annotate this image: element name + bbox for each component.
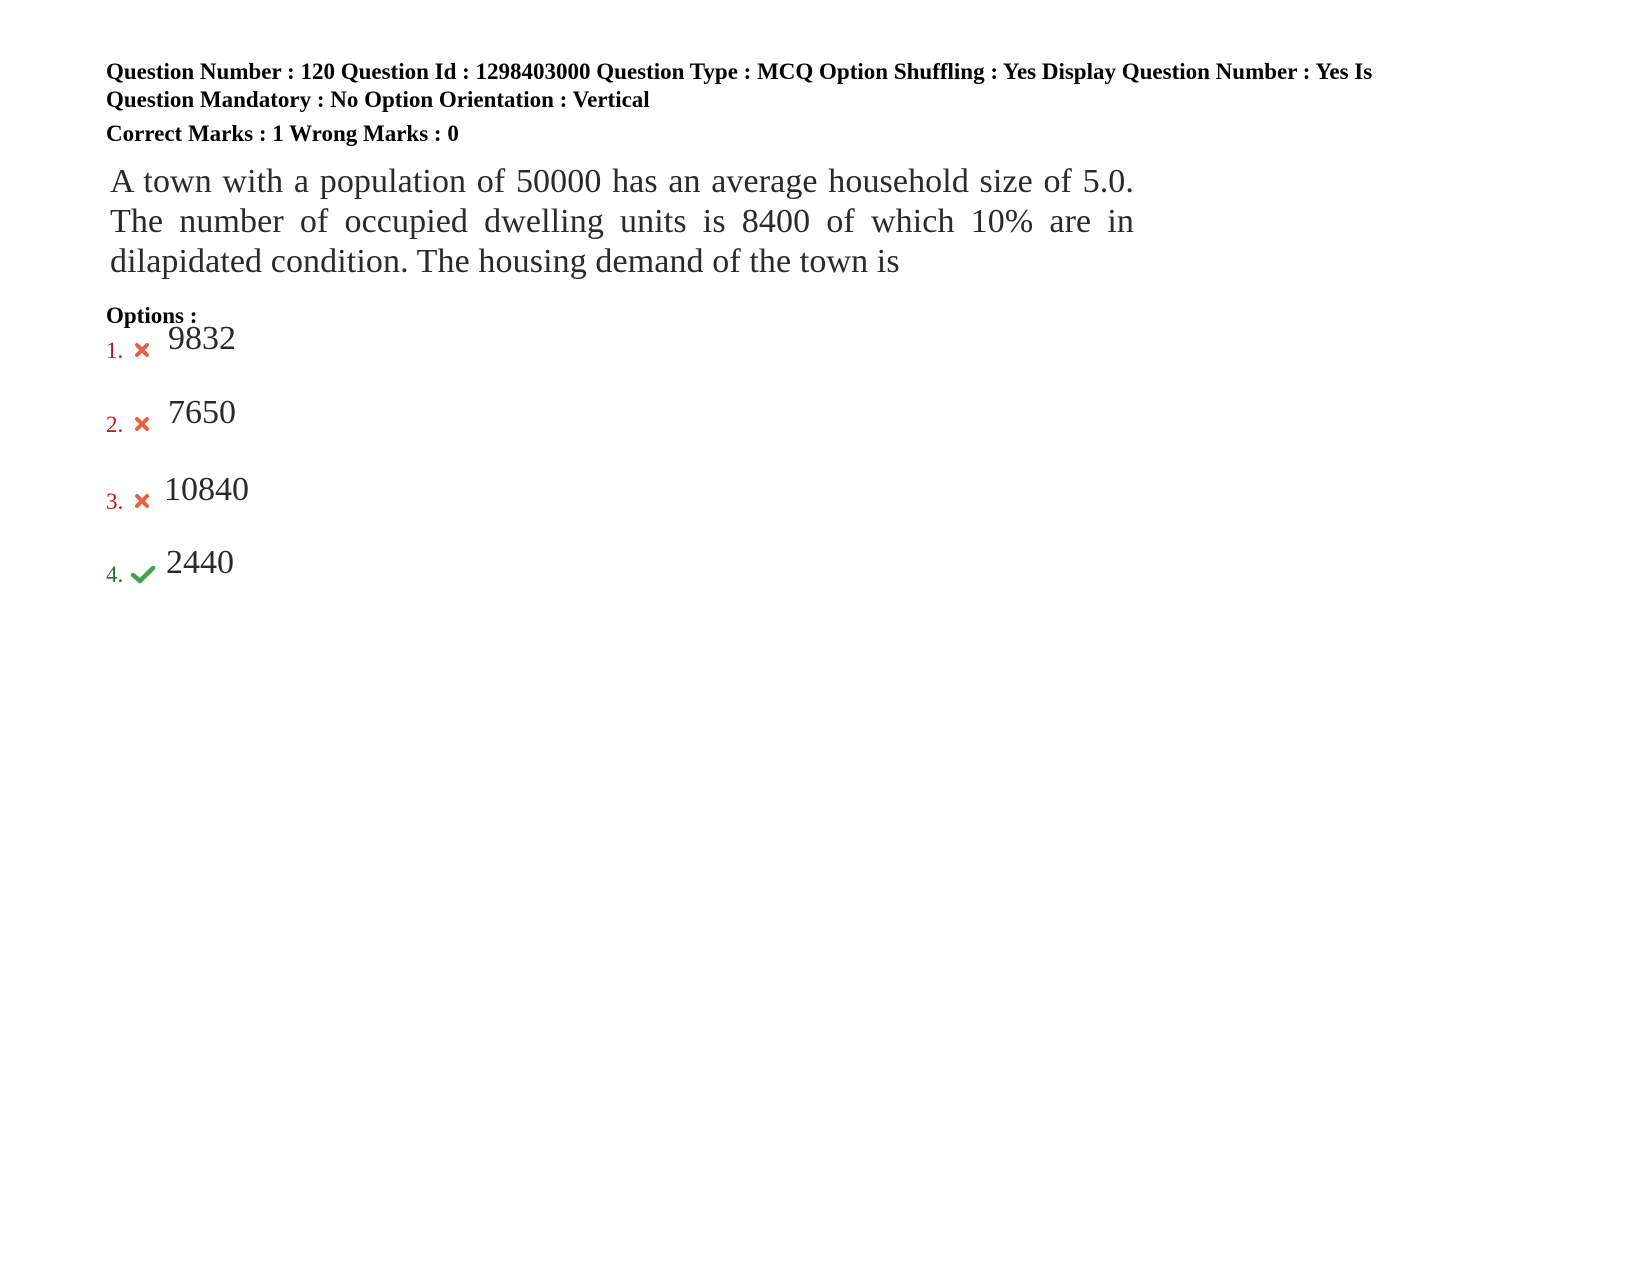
option-1: [106, 320, 506, 364]
option-value: 10840: [164, 471, 249, 508]
cross-icon: [132, 340, 154, 360]
cross-icon: [132, 491, 154, 511]
option-value: 2440: [166, 544, 234, 581]
question-text: A town with a population of 50000 has an average household size of 5.0. The number of occupied dwelling units is 8400 of which 10% are in dilapidated condition. The housing demand of the town is: [110, 163, 1134, 280]
option-number: 1.: [106, 338, 124, 363]
option-value: 9832: [168, 320, 236, 357]
option-number: 3.: [106, 489, 124, 514]
option-3: [106, 471, 506, 515]
options-label: Options :: [106, 303, 198, 328]
cross-icon: [132, 414, 154, 434]
question-meta-line-1: Question Number : 120 Question Id : 1298403000 Question Type : MCQ Option Shuffling : Yes Display Question Number : Yes Is: [106, 59, 1373, 84]
option-number: 2.: [106, 412, 124, 437]
marks-line: Correct Marks : 1 Wrong Marks : 0: [106, 121, 459, 146]
question-meta-line-2: Question Mandatory : No Option Orientation : Vertical: [106, 87, 650, 112]
option-4: [106, 544, 506, 588]
question-page: [106, 58, 1566, 587]
option-2: [106, 394, 506, 438]
check-icon: [130, 564, 156, 584]
option-number: 4.: [106, 562, 124, 587]
option-value: 7650: [168, 394, 236, 431]
